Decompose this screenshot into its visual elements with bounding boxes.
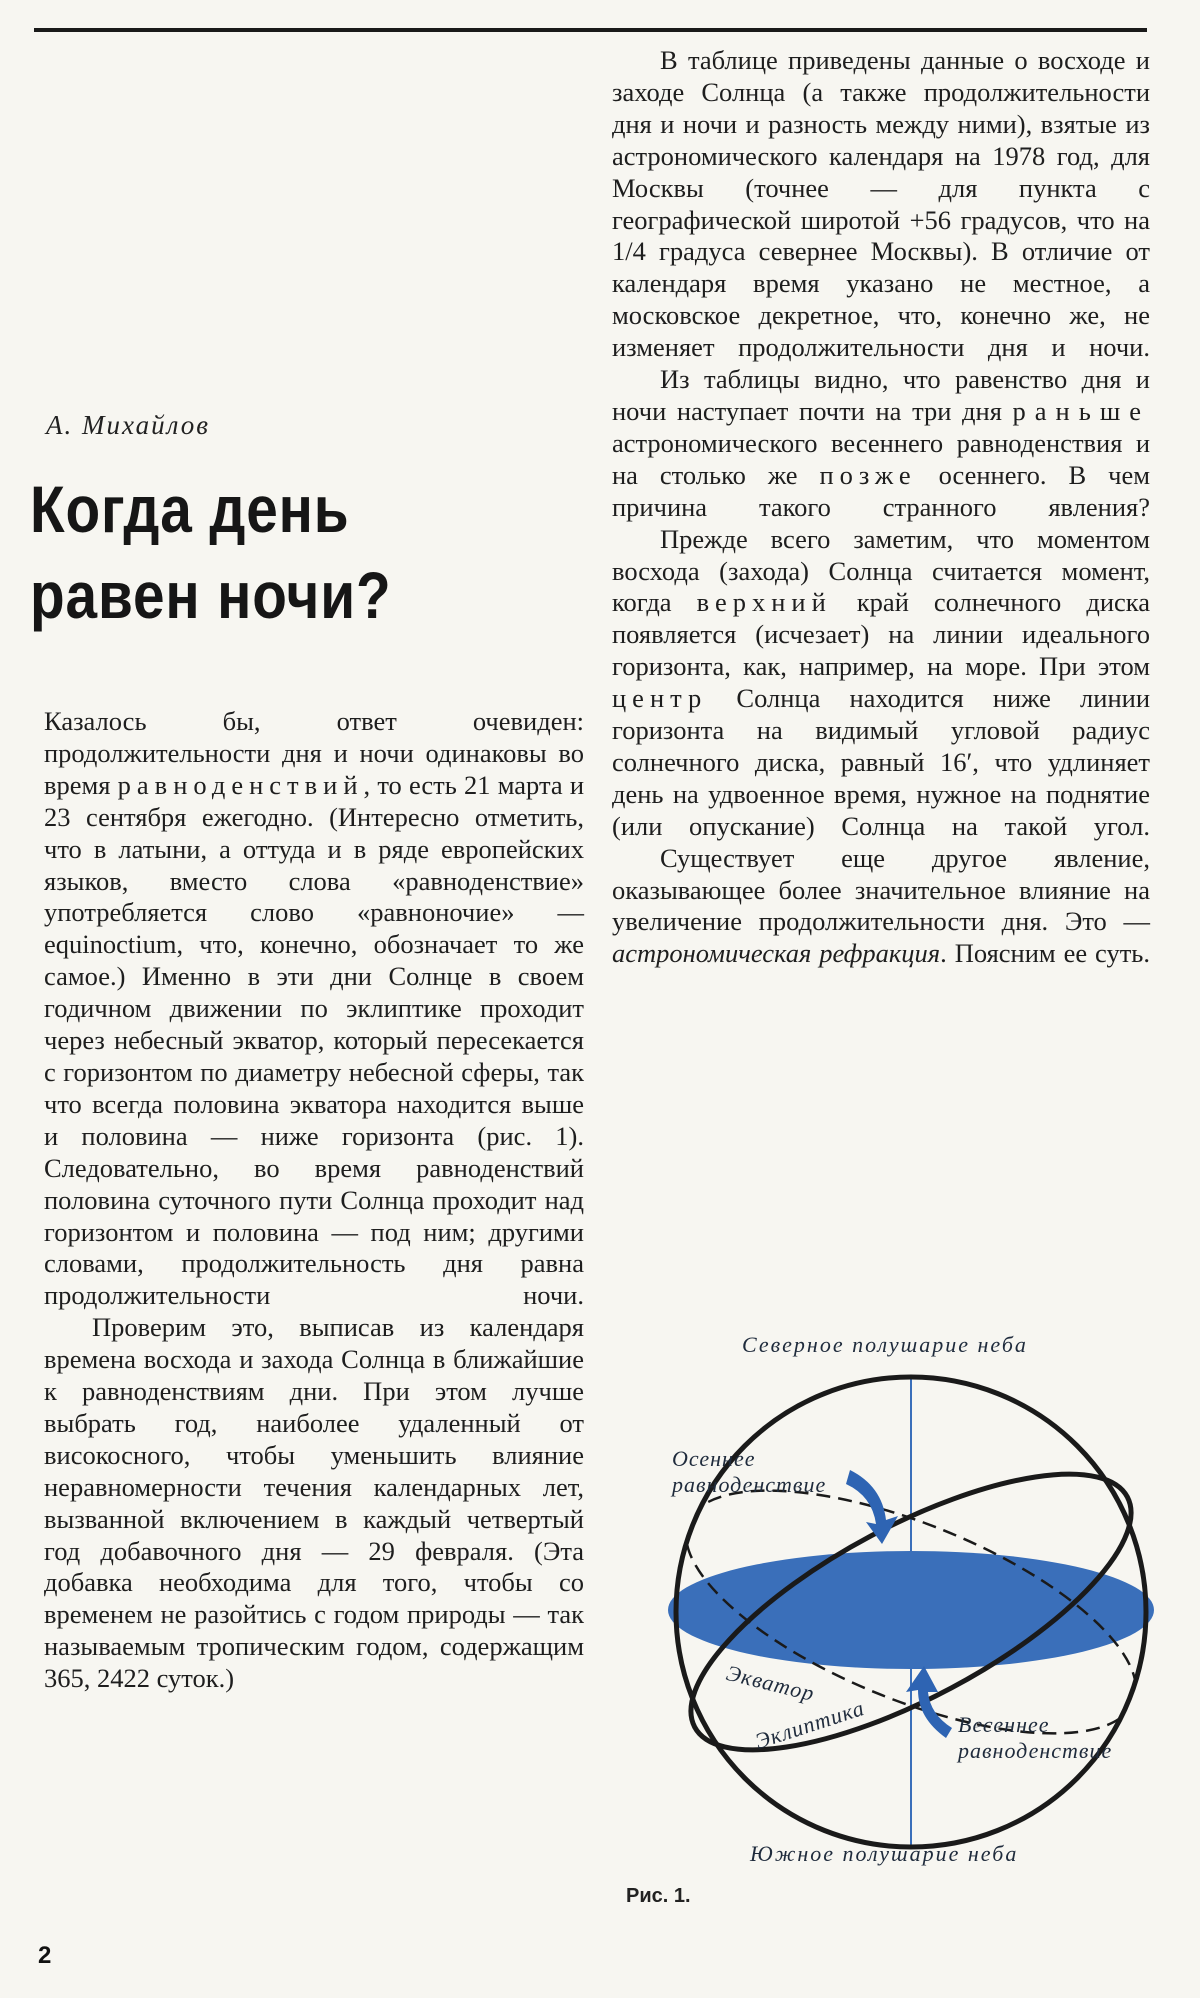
south-hemisphere-label: Южное полушарие неба [750, 1841, 1019, 1866]
title-line-1: Когда день [30, 472, 350, 546]
right-paragraph-4: Существует еще другое явление, оказывающее более значительное влияние на увеличение продолжительности дня. Это — астрономическая рефракция. Поясним ее суть. [612, 842, 1150, 969]
author-name: А. Михайлов [46, 410, 210, 440]
left-paragraph-1: Казалось бы, ответ очевиден: продолжительности дня и ночи одинаковы во время равноденствий, то есть 21 марта и 23 сентября ежегодно. (Интересно отметить, что в латыни, а оттуда и в ряде европейских языков, вместо слова «равноденствие» употребляется слово «равноночие» — equinoctium, что, конечно, обозначает то же самое.) Именно в эти дни Солнце в своем годичном движении по эклиптике проходит через небесный экватор, который пересекается с горизонтом по диаметру небесной сферы, так что всегда половина экватора находится выше и половина — ниже горизонта (рис. 1). Следовательно, во время равноденствий половина суточного пути Солнца проходит над горизонтом и половина — под ним; другими словами, продолжительность дня равна продолжительности ночи. [44, 706, 584, 1311]
celestial-sphere-figure [600, 1320, 1160, 1890]
page-number: 2 [38, 1942, 52, 1969]
spaced-emphasis: центр [612, 683, 708, 714]
spring-equinox-label: Весеннее равноденствие [958, 1712, 1113, 1763]
ecliptic-label: Эклиптика [752, 1694, 868, 1754]
spaced-emphasis: раньше [1012, 395, 1150, 426]
spaced-emphasis: верхний [696, 587, 832, 618]
equator-label: Экватор [723, 1660, 818, 1707]
right-paragraph-3: Прежде всего заметим, что моментом восхода (захода) Солнца считается момент, когда верхний край солнечного диска появляется (исчезает) на линии идеального горизонта, как, например, на море. При этом центр Солнца находится ниже линии горизонта на видимый угловой радиус солнечного диска, равный 16′, что удлиняет день на удвоенное время, нужное на поднятие (или опускание) Солнца на такой угол. [612, 523, 1150, 841]
right-paragraph-1: В таблице приведены данные о восходе и заходе Солнца (а также продолжительности дня и ночи и разность между ними), взятые из астрономического календаря на 1978 год, для Москвы (точнее — для пункта с географической широтой +56 градусов, что на 1/4 градуса севернее Москвы). В отличие от календаря время указано не местное, а московское декретное, что, конечно же, не изменяет продолжительности дня и ночи. [612, 45, 1150, 363]
spring-equinox-arrow [906, 1666, 952, 1738]
right-column [612, 45, 1150, 970]
left-paragraph-2: Проверим это, выписав из календаря времена восхода и захода Солнца в ближайшие к равноденствиям дни. При этом лучше выбрать год, наиболее удаленный от високосного, чтобы уменьшить влияние неравномерности течения календарных лет, вызванной включением в каждый четвертый год добавочного дня — 29 февраля. (Эта добавка необходима для того, чтобы со временем не разойтись с годом природы — так называемым тропическим годом, содержащим 365, 2422 суток.) [44, 1312, 584, 1694]
article-title [30, 466, 512, 638]
celestial-sphere-diagram [600, 1320, 1160, 1890]
spaced-emphasis: равноденствий [117, 769, 364, 800]
top-rule [34, 28, 1147, 32]
title-line-2: равен ночи? [30, 558, 392, 632]
figure-caption: Рис. 1. [626, 1885, 691, 1907]
left-column [44, 706, 584, 1695]
italic-term: астрономическая рефракция [612, 938, 941, 969]
spaced-emphasis: позже [819, 459, 917, 490]
autumn-equinox-label: Осеннее равноденствие [672, 1446, 827, 1497]
right-paragraph-2: Из таблицы видно, что равенство дня и ночи наступает почти на три дня раньше астрономического весеннего равноденствия и на столько же позже осеннего. В чем причина такого странного явления? [612, 364, 1150, 522]
north-hemisphere-label: Северное полушарие неба [742, 1332, 1028, 1357]
